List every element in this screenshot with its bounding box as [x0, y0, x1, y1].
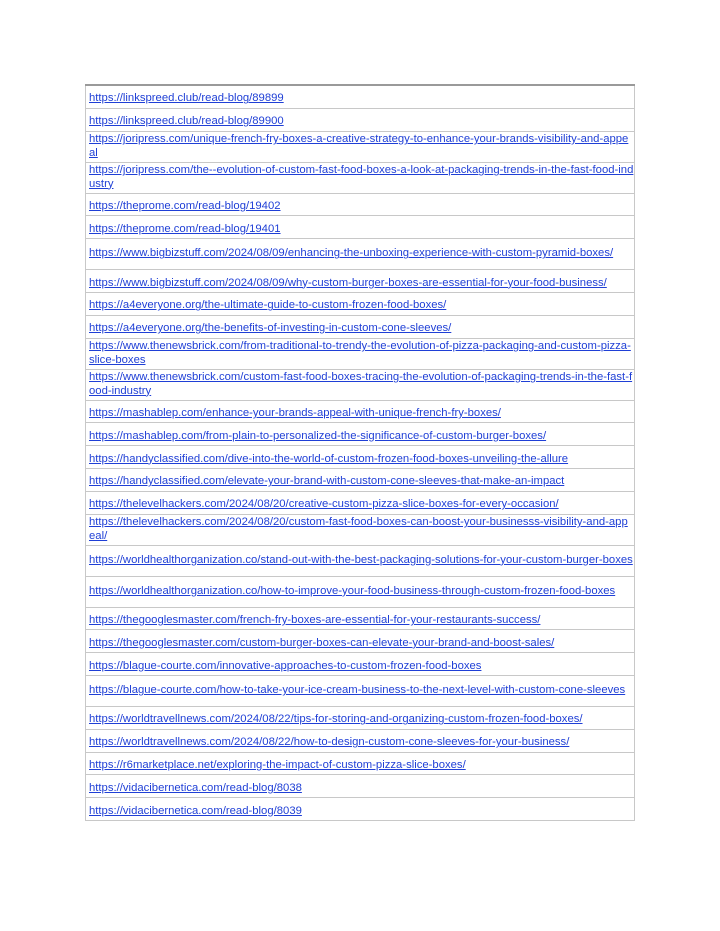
- table-row: [85, 730, 635, 753]
- table-row: [85, 216, 635, 239]
- link-url[interactable]: https://thegooglesmaster.com/french-fry-boxes-are-essential-for-your-restaurants-success/: [89, 613, 541, 626]
- link-url[interactable]: https://www.thenewsbrick.com/custom-fast-food-boxes-tracing-the-evolution-of-packaging-trends-in-the-fast-food-industry: [89, 371, 633, 397]
- table-row: [85, 608, 635, 631]
- link-url[interactable]: https://blague-courte.com/innovative-approaches-to-custom-frozen-food-boxes: [89, 659, 482, 672]
- link-table: [85, 84, 635, 821]
- link-url[interactable]: https://blague-courte.com/how-to-take-your-ice-cream-business-to-the-next-level-with-custom-cone-sleeves: [89, 684, 626, 697]
- table-row: [85, 194, 635, 217]
- table-row: [85, 798, 635, 821]
- link-url[interactable]: https://www.thenewsbrick.com/from-traditional-to-trendy-the-evolution-of-pizza-packaging-and-custom-pizza-slice-boxes: [89, 340, 631, 366]
- link-url[interactable]: https://worldhealthorganization.co/how-to-improve-your-food-business-through-custom-frozen-food-boxes: [89, 584, 616, 597]
- table-row: [85, 676, 635, 707]
- link-url[interactable]: https://joripress.com/unique-french-fry-boxes-a-creative-strategy-to-enhance-your-brands-visibility-and-appeal: [89, 133, 629, 159]
- table-row: [85, 370, 635, 401]
- link-url[interactable]: https://www.bigbizstuff.com/2024/08/09/enhancing-the-unboxing-experience-with-custom-pyramid-boxes/: [89, 247, 614, 260]
- table-row: [85, 293, 635, 316]
- table-row: [85, 270, 635, 293]
- table-row: [85, 469, 635, 492]
- table-row: [85, 653, 635, 676]
- table-row: [85, 239, 635, 270]
- link-url[interactable]: https://mashablep.com/enhance-your-brands-appeal-with-unique-french-fry-boxes/: [89, 406, 501, 419]
- table-row: [85, 316, 635, 339]
- table-row: [85, 577, 635, 608]
- link-url[interactable]: https://a4everyone.org/the-benefits-of-investing-in-custom-cone-sleeves/: [89, 322, 452, 335]
- table-row: [85, 492, 635, 515]
- link-url[interactable]: https://vidacibernetica.com/read-blog/8039: [89, 804, 302, 817]
- table-row: [85, 401, 635, 424]
- link-url[interactable]: https://mashablep.com/from-plain-to-personalized-the-significance-of-custom-burger-boxes/: [89, 429, 547, 442]
- link-url[interactable]: https://handyclassified.com/dive-into-the-world-of-custom-frozen-food-boxes-unveiling-the-allure: [89, 452, 569, 465]
- table-row: [85, 630, 635, 653]
- table-row: [85, 707, 635, 730]
- table-row: [85, 446, 635, 469]
- table-row: [85, 163, 635, 194]
- link-url[interactable]: https://r6marketplace.net/exploring-the-impact-of-custom-pizza-slice-boxes/: [89, 758, 466, 771]
- link-url[interactable]: https://a4everyone.org/the-ultimate-guide-to-custom-frozen-food-boxes/: [89, 299, 447, 312]
- link-url[interactable]: https://www.bigbizstuff.com/2024/08/09/why-custom-burger-boxes-are-essential-for-your-food-business/: [89, 276, 607, 289]
- link-url[interactable]: https://worldtravellnews.com/2024/08/22/how-to-design-custom-cone-sleeves-for-your-business/: [89, 736, 570, 749]
- link-url[interactable]: https://thelevelhackers.com/2024/08/20/custom-fast-food-boxes-can-boost-your-businesss-visibility-and-appeal/: [89, 516, 628, 542]
- link-url[interactable]: https://worldhealthorganization.co/stand-out-with-the-best-packaging-solutions-for-your-custom-burger-boxes: [89, 553, 633, 566]
- link-url[interactable]: https://linkspreed.club/read-blog/89899: [89, 92, 284, 105]
- link-url[interactable]: https://theprome.com/read-blog/19401: [89, 222, 281, 235]
- link-url[interactable]: https://theprome.com/read-blog/19402: [89, 199, 281, 212]
- link-url[interactable]: https://vidacibernetica.com/read-blog/8038: [89, 781, 302, 794]
- table-row: [85, 339, 635, 370]
- link-url[interactable]: https://joripress.com/the--evolution-of-custom-fast-food-boxes-a-look-at-packaging-trends-in-the-fast-food-industry: [89, 164, 634, 190]
- table-row: [85, 423, 635, 446]
- link-url[interactable]: https://thegooglesmaster.com/custom-burger-boxes-can-elevate-your-brand-and-boost-sales/: [89, 636, 555, 649]
- link-url[interactable]: https://handyclassified.com/elevate-your-brand-with-custom-cone-sleeves-that-make-an-impact: [89, 475, 565, 488]
- table-row: [85, 546, 635, 577]
- link-url[interactable]: https://linkspreed.club/read-blog/89900: [89, 115, 284, 128]
- link-url[interactable]: https://worldtravellnews.com/2024/08/22/tips-for-storing-and-organizing-custom-frozen-food-boxes/: [89, 713, 583, 726]
- table-row: [85, 86, 635, 109]
- table-row: [85, 753, 635, 776]
- link-url[interactable]: https://thelevelhackers.com/2024/08/20/creative-custom-pizza-slice-boxes-for-every-occasion/: [89, 498, 559, 511]
- table-row: [85, 775, 635, 798]
- table-row: [85, 515, 635, 546]
- table-row: [85, 109, 635, 132]
- table-row: [85, 132, 635, 163]
